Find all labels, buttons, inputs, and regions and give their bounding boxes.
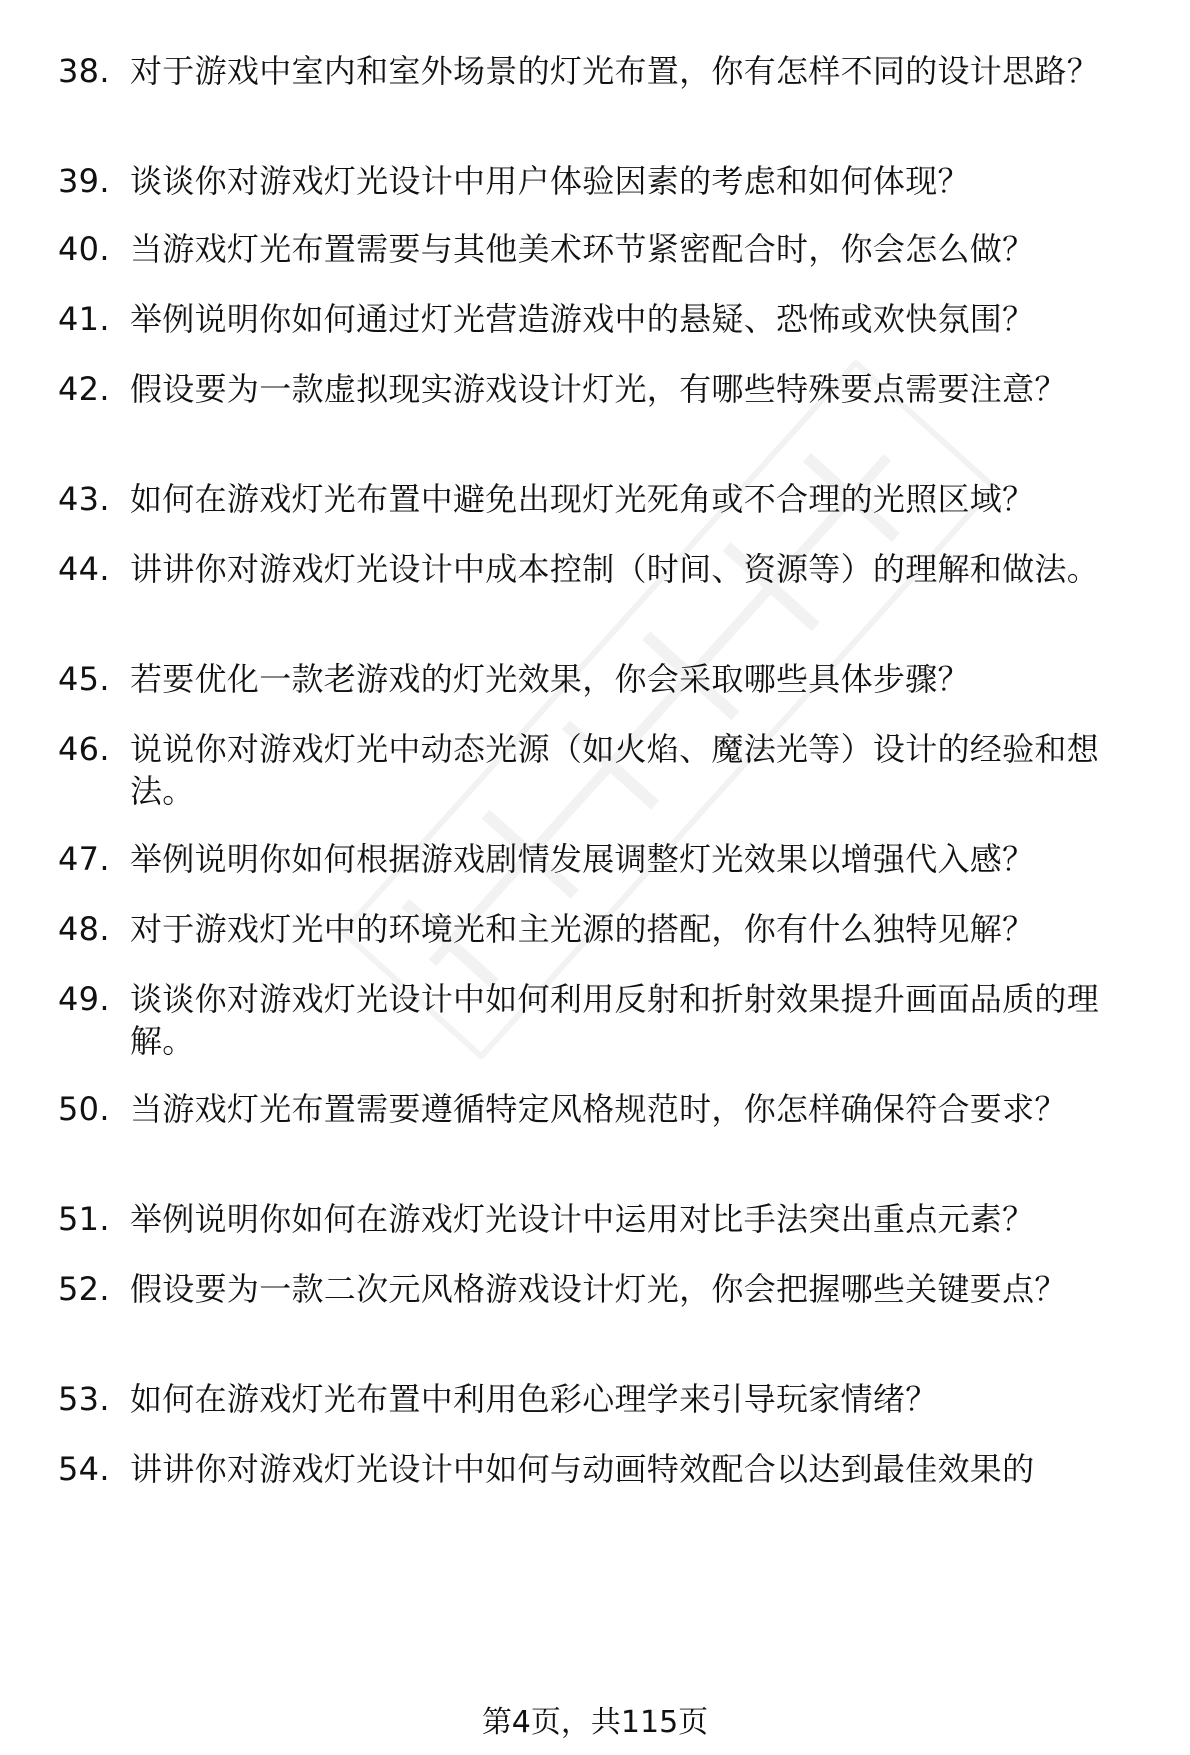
question-number: 45.	[58, 660, 110, 698]
question-item	[58, 228, 1148, 270]
question-text: 对于游戏中室内和室外场景的灯光布置，你有怎样不同的设计思路？	[130, 52, 1100, 90]
page-number-footer: 第4页，共115页	[481, 1705, 709, 1740]
question-text: 举例说明你如何在游戏灯光设计中运用对比手法突出重点元素？	[130, 1200, 1035, 1238]
question-text: 讲讲你对游戏灯光设计中成本控制（时间、资源等）的理解和做法。	[130, 550, 1100, 588]
question-text: 假设要为一款虚拟现实游戏设计灯光，有哪些特殊要点需要注意？	[130, 370, 1067, 408]
question-number: 41.	[58, 300, 110, 338]
question-number: 51.	[58, 1200, 110, 1238]
question-number: 44.	[58, 550, 110, 588]
question-number: 40.	[58, 230, 110, 268]
question-item	[58, 658, 1148, 700]
question-item	[58, 978, 1148, 1062]
question-number: 54.	[58, 1450, 110, 1488]
question-number: 39.	[58, 162, 110, 200]
question-text: 谈谈你对游戏灯光设计中如何利用反射和折射效果提升画面品质的理解。	[130, 980, 1100, 1060]
question-number: 53.	[58, 1380, 110, 1418]
question-number: 38.	[58, 52, 110, 90]
question-item	[58, 1268, 1148, 1310]
question-number: 42.	[58, 370, 110, 408]
question-text: 说说你对游戏灯光中动态光源（如火焰、魔法光等）设计的经验和想法。	[130, 730, 1100, 810]
question-number: 52.	[58, 1270, 110, 1308]
question-number: 43.	[58, 480, 110, 518]
question-text: 对于游戏灯光中的环境光和主光源的搭配，你有什么独特见解？	[130, 910, 1035, 948]
question-text: 谈谈你对游戏灯光设计中用户体验因素的考虑和如何体现？	[130, 162, 970, 200]
question-text: 讲讲你对游戏灯光设计中如何与动画特效配合以达到最佳效果的	[130, 1450, 1035, 1488]
question-text: 若要优化一款老游戏的灯光效果，你会采取哪些具体步骤？	[130, 660, 970, 698]
question-item	[58, 1198, 1148, 1240]
question-number: 46.	[58, 730, 110, 768]
question-number: 49.	[58, 980, 110, 1018]
question-item	[58, 1448, 1148, 1490]
question-item	[58, 1088, 1148, 1130]
question-item	[58, 728, 1148, 812]
question-text: 举例说明你如何根据游戏剧情发展调整灯光效果以增强代入感？	[130, 840, 1035, 878]
question-item	[58, 838, 1148, 880]
question-item	[58, 50, 1148, 92]
question-text: 如何在游戏灯光布置中利用色彩心理学来引导玩家情绪？	[130, 1380, 938, 1418]
question-text: 如何在游戏灯光布置中避免出现灯光死角或不合理的光照区域？	[130, 480, 1035, 518]
question-text: 当游戏灯光布置需要与其他美术环节紧密配合时，你会怎么做？	[130, 230, 1035, 268]
question-item	[58, 160, 1148, 202]
question-number: 48.	[58, 910, 110, 948]
question-text: 当游戏灯光布置需要遵循特定风格规范时，你怎样确保符合要求？	[130, 1090, 1067, 1128]
question-item	[58, 908, 1148, 950]
question-item	[58, 368, 1148, 410]
question-item	[58, 478, 1148, 520]
question-text: 举例说明你如何通过灯光营造游戏中的悬疑、恐怖或欢快氛围？	[130, 300, 1035, 338]
question-item	[58, 548, 1148, 590]
question-text: 假设要为一款二次元风格游戏设计灯光，你会把握哪些关键要点？	[130, 1270, 1067, 1308]
question-item	[58, 1378, 1148, 1420]
question-number: 50.	[58, 1090, 110, 1128]
question-item	[58, 298, 1148, 340]
question-number: 47.	[58, 840, 110, 878]
